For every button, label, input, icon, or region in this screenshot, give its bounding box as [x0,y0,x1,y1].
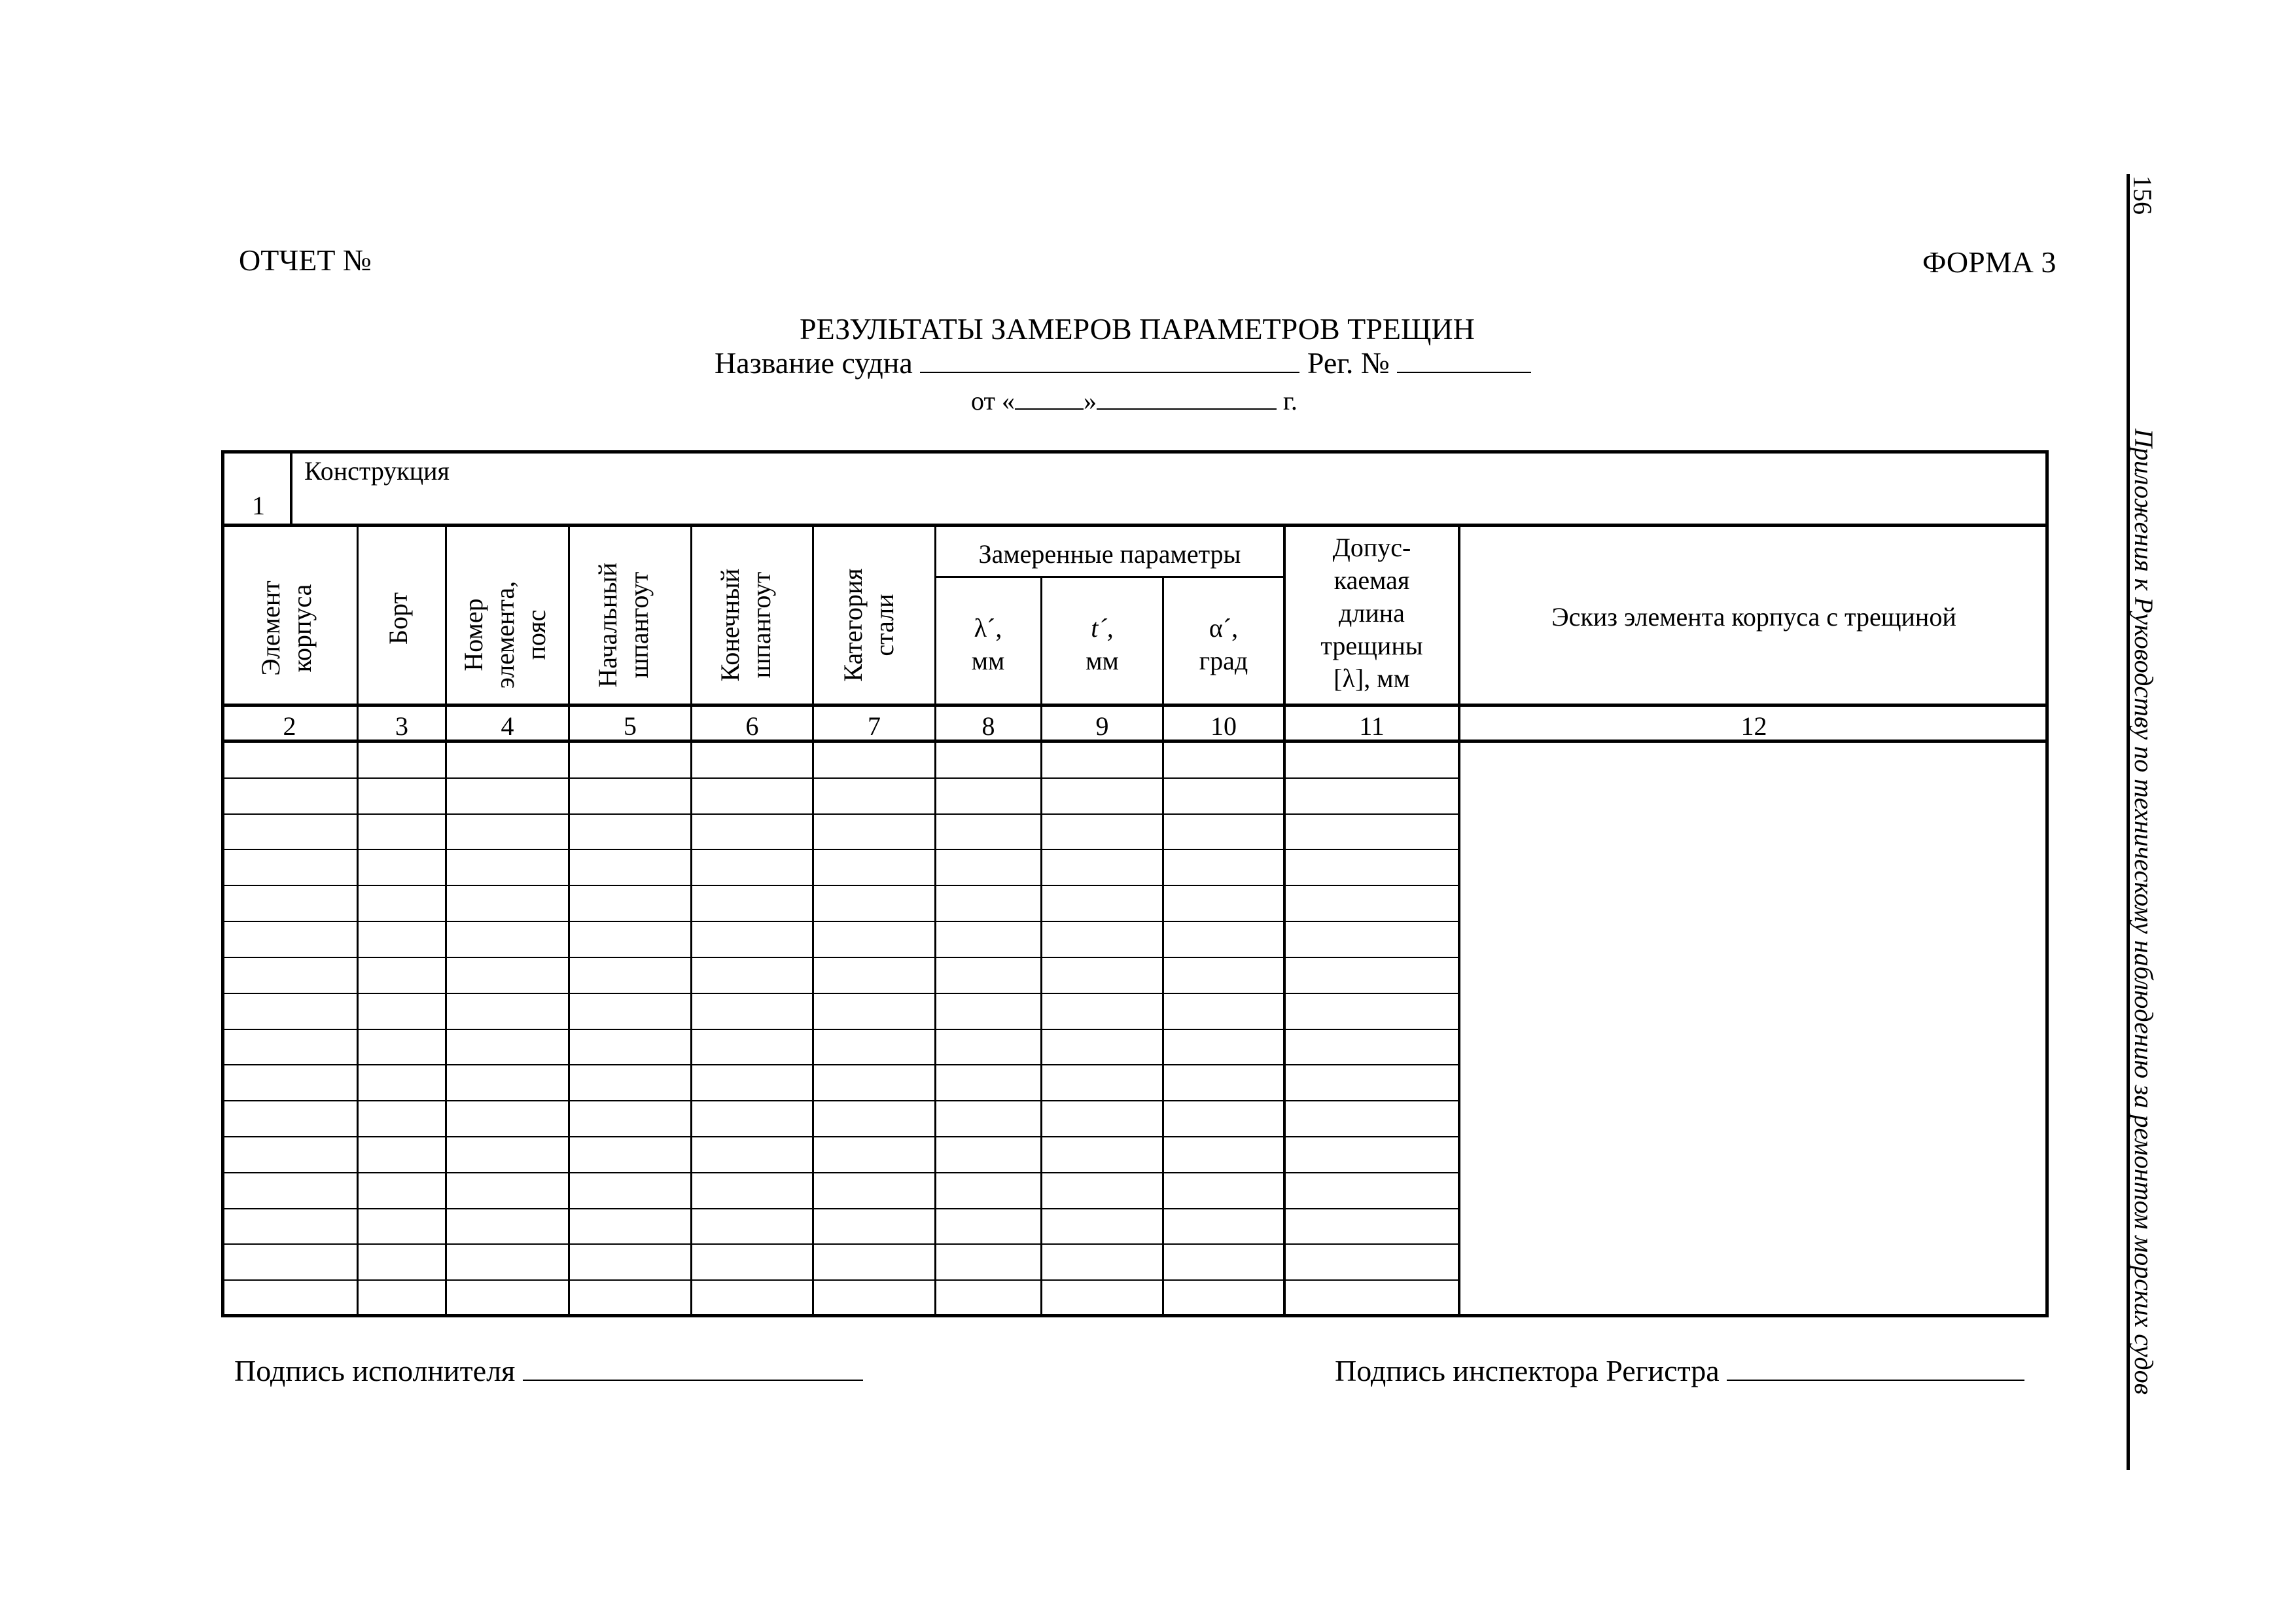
table-row-line [222,1243,1459,1245]
col12-header: Эскиз элемента корпуса с трещиной [1551,602,1956,632]
col-number-2: 2 [283,711,296,741]
table-row-line [222,1279,1459,1281]
col-number-8: 8 [981,711,995,741]
col9-header: t´, мм [1086,613,1119,675]
inspector-signature-label: Подпись инспектора Регистра [1335,1354,1720,1387]
col-number-11: 11 [1359,711,1385,741]
col6-header: Конечный шпангоут [715,568,776,682]
col7-header: Категория стали [838,568,899,682]
table-row-line [222,1172,1459,1173]
table-row-line [222,957,1459,958]
col-divider-8-9 [1040,576,1042,1316]
col-number-3: 3 [395,711,408,741]
table-row-line [222,1029,1459,1030]
col-number-10: 10 [1210,711,1237,741]
date-from-label: от « [971,386,1015,416]
col3-header: Борт [383,592,413,645]
executor-signature-label: Подпись исполнителя [234,1354,516,1387]
col-number-7: 7 [868,711,881,741]
table-row-line [222,777,1459,779]
report-label: ОТЧЕТ № [239,243,372,277]
col4-header: Номер элемента, пояс [459,580,551,689]
form-label: ФОРМА 3 [1922,245,2057,279]
col-number-9: 9 [1095,711,1109,741]
table-row-line [222,921,1459,922]
col8-header: λ´, мм [971,613,1005,675]
date-line [971,388,1298,414]
measured-parameters-header: Замеренные параметры [978,539,1241,569]
table-row-line [222,1136,1459,1137]
reg-number-field[interactable] [1397,371,1531,373]
table-row-line [222,885,1459,886]
col-number-12: 12 [1740,711,1767,741]
date-quote-close: » [1083,386,1097,416]
table-row-line [222,1100,1459,1101]
col10-header: α´, град [1199,613,1248,675]
table-row-line [222,1064,1459,1065]
col-number-5: 5 [624,711,637,741]
inspector-signature-line [1335,1356,2024,1386]
executor-signature-line [234,1356,863,1386]
date-month-year-field[interactable] [1097,408,1277,410]
table-row-line [222,849,1459,850]
ship-name-field[interactable] [920,371,1299,373]
table-row-line [222,813,1459,815]
date-year-label: г. [1282,386,1298,416]
inspector-signature-field[interactable] [1727,1379,2024,1381]
col5-header: Начальный шпангоут [593,562,654,688]
col-divider-9-10 [1162,576,1164,1316]
col-number-4: 4 [501,711,514,741]
col2-header: Элемент корпуса [256,580,317,676]
col-number-6: 6 [745,711,759,741]
table-row-line [222,1208,1459,1209]
row1-divider [290,452,292,525]
construction-label: Конструкция [304,456,450,486]
table-row-line [222,993,1459,994]
ship-name-line [715,348,1531,378]
row1-bottom-border [222,524,2047,527]
ship-name-label: Название судна [715,346,913,380]
row1-number: 1 [252,491,265,520]
executor-signature-field[interactable] [523,1379,863,1381]
date-day-field[interactable] [1015,408,1084,410]
reg-label: Рег. № [1307,346,1390,380]
measured-group-separator [936,576,1284,578]
col11-header: Допус- каемая длина трещины [λ], мм [1320,533,1423,693]
document-title: РЕЗУЛЬТАТЫ ЗАМЕРОВ ПАРАМЕТРОВ ТРЕЩИН [800,312,1475,346]
